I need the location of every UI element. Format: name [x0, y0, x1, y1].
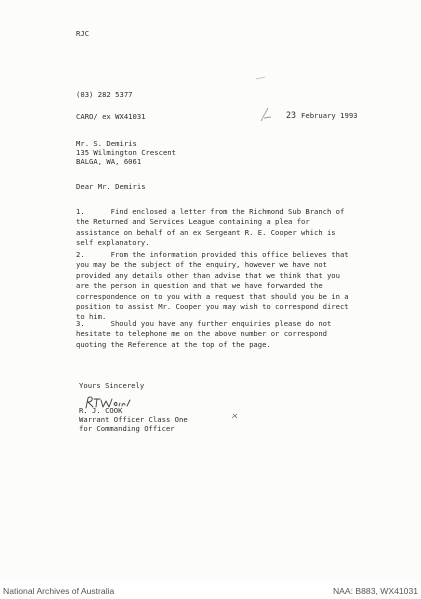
paragraph-1-line: 1. Find enclosed a letter from the Richmond Sub Branch of — [76, 207, 345, 216]
signer-title: Warrant Officer Class One — [79, 415, 188, 424]
signer-name: R. J. COOK — [79, 406, 123, 415]
closing: Yours Sincerely — [79, 381, 145, 390]
paragraph-3 — [76, 319, 331, 350]
reference-line: CARO/ ex WX41031 — [76, 112, 146, 121]
paragraph-2-line: correspondence on to you with a request that should you be in a — [76, 291, 349, 301]
signer-role: for Commanding Officer — [79, 424, 175, 433]
paragraph-2-line: you may be the subject of the enquiry, however we have not — [76, 260, 327, 270]
handwritten-mark — [258, 106, 274, 124]
paragraph-2-line: are the person in question and that we have forwarded the — [76, 281, 323, 291]
date-day-handwritten: 23 — [286, 110, 297, 120]
paragraph-2-line: 2. From the information provided this office believes that — [76, 250, 349, 259]
scan-speck — [231, 412, 239, 420]
recipient-street: 135 Wilmington Crescent — [76, 148, 176, 157]
archive-name: National Archives of Australia — [3, 586, 115, 596]
letter-date: February 1993 — [301, 111, 358, 120]
paragraph-2-line: provided any details other than advise that we think that you — [76, 270, 340, 280]
sender-initials: RJC — [76, 29, 90, 38]
salutation: Dear Mr. Demiris — [76, 182, 146, 191]
paragraph-3-line: 3. Should you have any further enquiries please do not — [76, 319, 332, 328]
archive-footer — [0, 583, 421, 599]
recipient-city: BALGA, WA, 6061 — [76, 157, 142, 166]
paragraph-1-line: the Returned and Services League containing a plea for — [76, 217, 310, 227]
paragraph-2-line: position to assist Mr. Cooper you may wish to correspond direct — [76, 302, 349, 312]
paragraph-1-line: self explanatory. — [76, 238, 150, 248]
paragraph-2 — [76, 250, 349, 323]
paragraph-1 — [76, 207, 344, 249]
archive-citation: NAA: B883, WX41031 — [332, 586, 418, 596]
phone-number: (03) 282 5377 — [76, 90, 133, 99]
paragraph-3-line: hesitate to telephone me on the above number or correspond — [76, 329, 327, 339]
paragraph-3-line: quoting the Reference at the top of the page. — [76, 339, 271, 349]
paragraph-2-line: to him. — [76, 312, 107, 322]
recipient-name: Mr. S. Demiris — [76, 139, 137, 148]
paragraph-1-line: assistance on behalf of an ex Sergeant R. E. Cooper which is — [76, 227, 336, 237]
scan-speck — [255, 75, 267, 81]
